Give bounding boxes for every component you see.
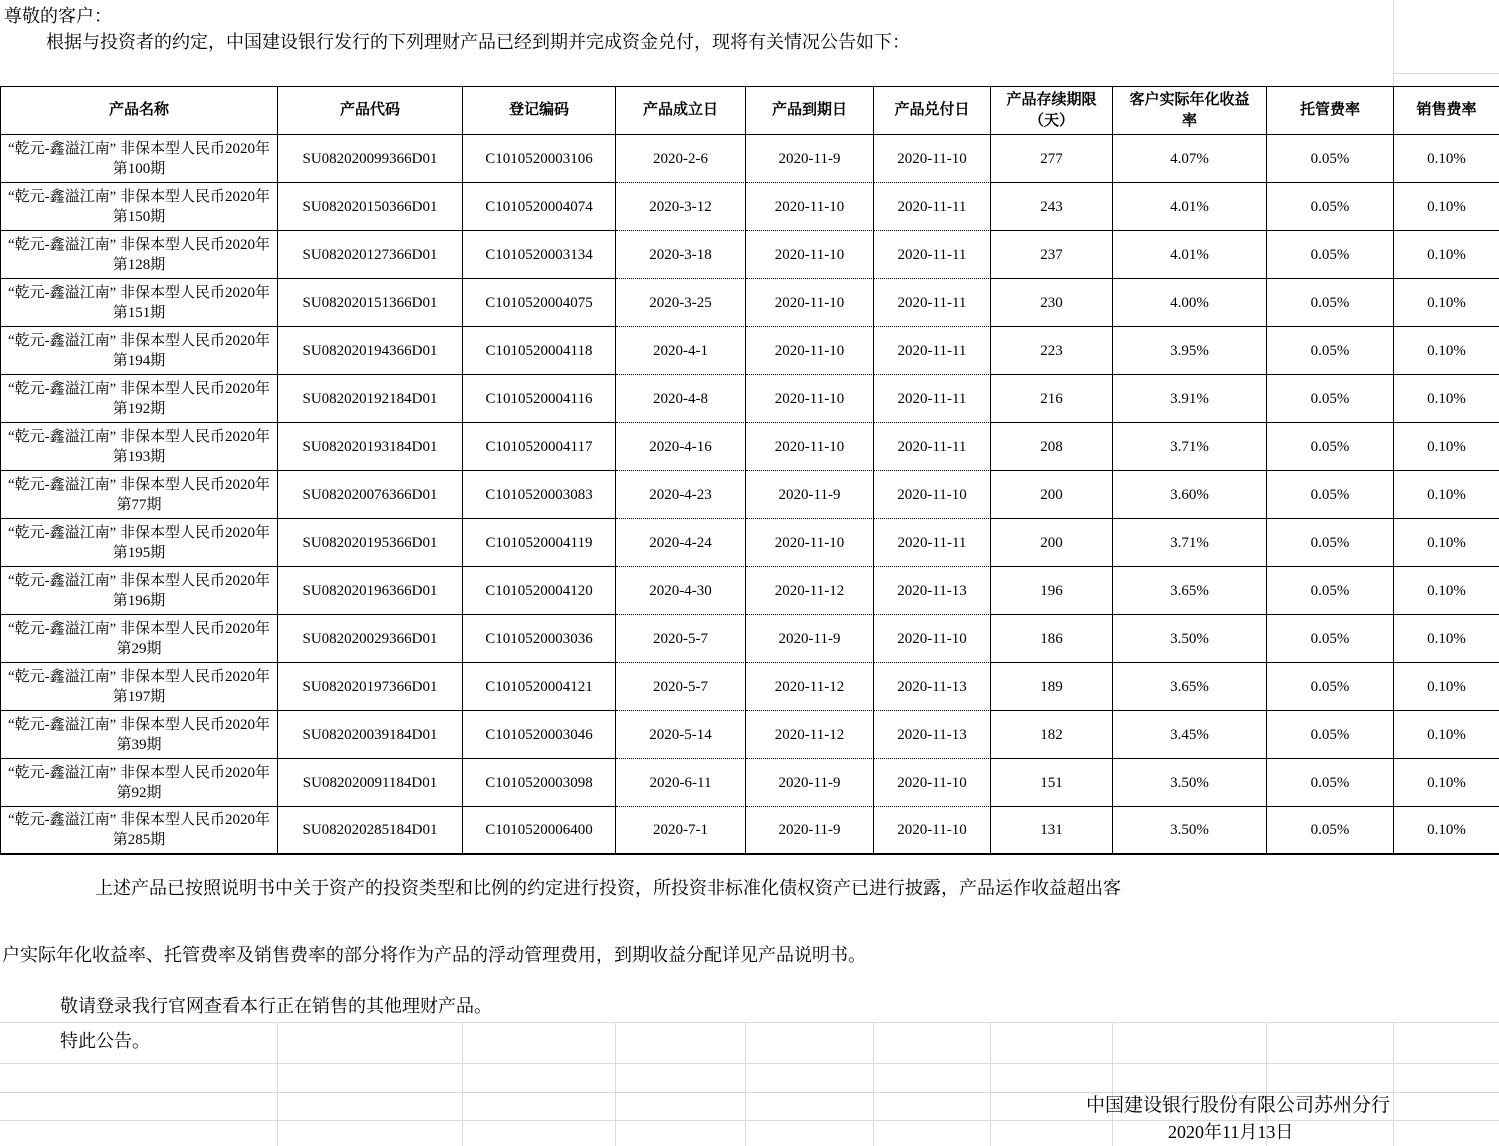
cell-product-code: SU082020127366D01: [278, 231, 463, 279]
cell-payment-date: 2020-11-11: [874, 183, 991, 231]
cell-custody-fee: 0.05%: [1267, 327, 1394, 375]
cell-sales-fee: 0.10%: [1394, 807, 1499, 855]
gridline: [0, 1063, 1499, 1064]
cell-maturity-date: 2020-11-10: [746, 423, 874, 471]
gridline: [0, 1022, 1499, 1023]
table-row: [1, 519, 1499, 567]
col-header-product-code: 产品代码: [278, 87, 463, 135]
cell-registration-code: C1010520004116: [463, 375, 616, 423]
cell-duration-days: 223: [991, 327, 1113, 375]
cell-product-name: “乾元-鑫溢江南” 非保本型人民币2020年第196期: [1, 567, 278, 615]
col-header-custody-fee: 托管费率: [1267, 87, 1394, 135]
cell-maturity-date: 2020-11-9: [746, 759, 874, 807]
note-paragraph-4: 特此公告。: [60, 1031, 150, 1051]
cell-product-name: “乾元-鑫溢江南” 非保本型人民币2020年第92期: [1, 759, 278, 807]
cell-registration-code: C1010520003083: [463, 471, 616, 519]
cell-custody-fee: 0.05%: [1267, 135, 1394, 183]
table-row: [1, 279, 1499, 327]
col-header-maturity-date: 产品到期日: [746, 87, 874, 135]
cell-annualized-return: 4.07%: [1113, 135, 1267, 183]
cell-payment-date: 2020-11-13: [874, 567, 991, 615]
table-row: [1, 711, 1499, 759]
cell-registration-code: C1010520004120: [463, 567, 616, 615]
intro-text: 根据与投资者的约定，中国建设银行发行的下列理财产品已经到期并完成资金兑付，现将有关情况公告如下：: [46, 32, 910, 52]
cell-maturity-date: 2020-11-10: [746, 279, 874, 327]
cell-product-name: “乾元-鑫溢江南” 非保本型人民币2020年第29期: [1, 615, 278, 663]
cell-start-date: 2020-3-12: [616, 183, 746, 231]
cell-start-date: 2020-2-6: [616, 135, 746, 183]
cell-sales-fee: 0.10%: [1394, 759, 1499, 807]
gridline: [615, 1022, 616, 1146]
col-header-annualized-return: 客户实际年化收益率: [1113, 87, 1267, 135]
table-row: [1, 663, 1499, 711]
cell-payment-date: 2020-11-11: [874, 423, 991, 471]
cell-product-name: “乾元-鑫溢江南” 非保本型人民币2020年第195期: [1, 519, 278, 567]
cell-product-code: SU082020197366D01: [278, 663, 463, 711]
cell-payment-date: 2020-11-11: [874, 375, 991, 423]
cell-product-code: SU082020151366D01: [278, 279, 463, 327]
cell-annualized-return: 4.00%: [1113, 279, 1267, 327]
cell-registration-code: C1010520003036: [463, 615, 616, 663]
cell-product-name: “乾元-鑫溢江南” 非保本型人民币2020年第128期: [1, 231, 278, 279]
table-row: [1, 327, 1499, 375]
table-row: [1, 375, 1499, 423]
gridline: [1393, 1022, 1394, 1146]
cell-duration-days: 277: [991, 135, 1113, 183]
cell-annualized-return: 3.65%: [1113, 663, 1267, 711]
cell-annualized-return: 3.65%: [1113, 567, 1267, 615]
cell-payment-date: 2020-11-10: [874, 471, 991, 519]
gridline: [1393, 73, 1499, 74]
cell-product-code: SU082020091184D01: [278, 759, 463, 807]
cell-custody-fee: 0.05%: [1267, 423, 1394, 471]
cell-registration-code: C1010520003046: [463, 711, 616, 759]
cell-registration-code: C1010520004118: [463, 327, 616, 375]
col-header-start-date: 产品成立日: [616, 87, 746, 135]
cell-start-date: 2020-4-24: [616, 519, 746, 567]
cell-registration-code: C1010520004075: [463, 279, 616, 327]
cell-custody-fee: 0.05%: [1267, 375, 1394, 423]
cell-registration-code: C1010520004117: [463, 423, 616, 471]
cell-product-code: SU082020076366D01: [278, 471, 463, 519]
cell-custody-fee: 0.05%: [1267, 663, 1394, 711]
cell-product-name: “乾元-鑫溢江南” 非保本型人民币2020年第192期: [1, 375, 278, 423]
cell-duration-days: 208: [991, 423, 1113, 471]
cell-custody-fee: 0.05%: [1267, 471, 1394, 519]
cell-product-code: SU082020099366D01: [278, 135, 463, 183]
cell-duration-days: 230: [991, 279, 1113, 327]
cell-product-code: SU082020150366D01: [278, 183, 463, 231]
cell-maturity-date: 2020-11-10: [746, 231, 874, 279]
cell-product-code: SU082020285184D01: [278, 807, 463, 855]
cell-sales-fee: 0.10%: [1394, 615, 1499, 663]
cell-start-date: 2020-5-7: [616, 663, 746, 711]
cell-annualized-return: 3.91%: [1113, 375, 1267, 423]
cell-annualized-return: 3.95%: [1113, 327, 1267, 375]
cell-duration-days: 182: [991, 711, 1113, 759]
cell-annualized-return: 4.01%: [1113, 183, 1267, 231]
cell-custody-fee: 0.05%: [1267, 279, 1394, 327]
cell-custody-fee: 0.05%: [1267, 183, 1394, 231]
cell-annualized-return: 3.50%: [1113, 615, 1267, 663]
gridline: [462, 1022, 463, 1146]
cell-start-date: 2020-3-18: [616, 231, 746, 279]
cell-registration-code: C1010520004121: [463, 663, 616, 711]
cell-custody-fee: 0.05%: [1267, 807, 1394, 855]
cell-duration-days: 200: [991, 471, 1113, 519]
gridline: [277, 1022, 278, 1146]
cell-maturity-date: 2020-11-9: [746, 807, 874, 855]
cell-registration-code: C1010520004074: [463, 183, 616, 231]
cell-maturity-date: 2020-11-9: [746, 135, 874, 183]
cell-registration-code: C1010520003098: [463, 759, 616, 807]
cell-sales-fee: 0.10%: [1394, 231, 1499, 279]
cell-custody-fee: 0.05%: [1267, 519, 1394, 567]
cell-payment-date: 2020-11-10: [874, 759, 991, 807]
cell-start-date: 2020-6-11: [616, 759, 746, 807]
table-row: [1, 135, 1499, 183]
cell-annualized-return: 3.45%: [1113, 711, 1267, 759]
cell-duration-days: 243: [991, 183, 1113, 231]
table-row: [1, 807, 1499, 855]
cell-duration-days: 200: [991, 519, 1113, 567]
cell-sales-fee: 0.10%: [1394, 519, 1499, 567]
cell-product-name: “乾元-鑫溢江南” 非保本型人民币2020年第193期: [1, 423, 278, 471]
cell-maturity-date: 2020-11-9: [746, 471, 874, 519]
cell-annualized-return: 3.71%: [1113, 519, 1267, 567]
cell-product-name: “乾元-鑫溢江南” 非保本型人民币2020年第285期: [1, 807, 278, 855]
col-header-registration-code: 登记编码: [463, 87, 616, 135]
cell-start-date: 2020-7-1: [616, 807, 746, 855]
cell-maturity-date: 2020-11-10: [746, 375, 874, 423]
table-row: [1, 567, 1499, 615]
cell-start-date: 2020-4-23: [616, 471, 746, 519]
note-paragraph-2: 户实际年化收益率、托管费率及销售费率的部分将作为产品的浮动管理费用，到期收益分配详见产品说明书。: [2, 945, 866, 965]
cell-payment-date: 2020-11-11: [874, 327, 991, 375]
cell-payment-date: 2020-11-11: [874, 231, 991, 279]
cell-product-code: SU082020196366D01: [278, 567, 463, 615]
note-paragraph-3: 敬请登录我行官网查看本行正在销售的其他理财产品。: [60, 996, 492, 1016]
cell-start-date: 2020-4-1: [616, 327, 746, 375]
col-header-product-name: 产品名称: [1, 87, 278, 135]
table-row: [1, 615, 1499, 663]
table-header-row: [1, 87, 1499, 135]
cell-annualized-return: 3.60%: [1113, 471, 1267, 519]
table-row: [1, 231, 1499, 279]
cell-registration-code: C1010520003134: [463, 231, 616, 279]
cell-payment-date: 2020-11-10: [874, 615, 991, 663]
cell-product-name: “乾元-鑫溢江南” 非保本型人民币2020年第151期: [1, 279, 278, 327]
cell-registration-code: C1010520003106: [463, 135, 616, 183]
cell-product-code: SU082020194366D01: [278, 327, 463, 375]
cell-start-date: 2020-3-25: [616, 279, 746, 327]
table-row: [1, 471, 1499, 519]
cell-custody-fee: 0.05%: [1267, 231, 1394, 279]
cell-maturity-date: 2020-11-10: [746, 519, 874, 567]
cell-annualized-return: 3.50%: [1113, 759, 1267, 807]
cell-payment-date: 2020-11-10: [874, 135, 991, 183]
note-paragraph-1: 上述产品已按照说明书中关于资产的投资类型和比例的约定进行投资，所投资非标准化债权资产已进行披露，产品运作收益超出客: [95, 878, 1121, 898]
cell-start-date: 2020-5-7: [616, 615, 746, 663]
cell-product-code: SU082020193184D01: [278, 423, 463, 471]
cell-sales-fee: 0.10%: [1394, 327, 1499, 375]
cell-product-code: SU082020029366D01: [278, 615, 463, 663]
cell-duration-days: 189: [991, 663, 1113, 711]
cell-duration-days: 196: [991, 567, 1113, 615]
cell-custody-fee: 0.05%: [1267, 759, 1394, 807]
cell-sales-fee: 0.10%: [1394, 567, 1499, 615]
cell-maturity-date: 2020-11-10: [746, 327, 874, 375]
cell-custody-fee: 0.05%: [1267, 711, 1394, 759]
cell-sales-fee: 0.10%: [1394, 423, 1499, 471]
gridline: [1112, 1022, 1113, 1146]
col-header-duration-days: 产品存续期限（天）: [991, 87, 1113, 135]
cell-payment-date: 2020-11-11: [874, 279, 991, 327]
cell-payment-date: 2020-11-13: [874, 711, 991, 759]
table-row: [1, 423, 1499, 471]
greeting-text: 尊敬的客户：: [4, 6, 112, 26]
cell-sales-fee: 0.10%: [1394, 279, 1499, 327]
cell-annualized-return: 3.50%: [1113, 807, 1267, 855]
products-table: [0, 86, 1499, 855]
cell-product-name: “乾元-鑫溢江南” 非保本型人民币2020年第197期: [1, 663, 278, 711]
cell-sales-fee: 0.10%: [1394, 471, 1499, 519]
cell-duration-days: 237: [991, 231, 1113, 279]
announcement-date: 2020年11月13日: [1168, 1122, 1294, 1142]
cell-payment-date: 2020-11-10: [874, 807, 991, 855]
cell-duration-days: 151: [991, 759, 1113, 807]
cell-maturity-date: 2020-11-12: [746, 663, 874, 711]
cell-product-name: “乾元-鑫溢江南” 非保本型人民币2020年第39期: [1, 711, 278, 759]
cell-product-code: SU082020192184D01: [278, 375, 463, 423]
cell-duration-days: 131: [991, 807, 1113, 855]
cell-sales-fee: 0.10%: [1394, 183, 1499, 231]
cell-annualized-return: 4.01%: [1113, 231, 1267, 279]
cell-product-name: “乾元-鑫溢江南” 非保本型人民币2020年第194期: [1, 327, 278, 375]
cell-maturity-date: 2020-11-12: [746, 567, 874, 615]
cell-product-name: “乾元-鑫溢江南” 非保本型人民币2020年第77期: [1, 471, 278, 519]
gridline: [745, 1022, 746, 1146]
cell-registration-code: C1010520006400: [463, 807, 616, 855]
gridline: [1393, 0, 1394, 86]
cell-start-date: 2020-4-8: [616, 375, 746, 423]
cell-start-date: 2020-4-16: [616, 423, 746, 471]
cell-payment-date: 2020-11-13: [874, 663, 991, 711]
cell-custody-fee: 0.05%: [1267, 567, 1394, 615]
cell-sales-fee: 0.10%: [1394, 375, 1499, 423]
cell-sales-fee: 0.10%: [1394, 711, 1499, 759]
gridline: [0, 1092, 1499, 1093]
issuer-signature: 中国建设银行股份有限公司苏州分行: [1085, 1095, 1390, 1116]
cell-registration-code: C1010520004119: [463, 519, 616, 567]
gridline: [873, 1022, 874, 1146]
table-row: [1, 759, 1499, 807]
cell-maturity-date: 2020-11-10: [746, 183, 874, 231]
cell-sales-fee: 0.10%: [1394, 135, 1499, 183]
cell-duration-days: 186: [991, 615, 1113, 663]
cell-product-code: SU082020195366D01: [278, 519, 463, 567]
cell-duration-days: 216: [991, 375, 1113, 423]
cell-custody-fee: 0.05%: [1267, 615, 1394, 663]
cell-product-name: “乾元-鑫溢江南” 非保本型人民币2020年第150期: [1, 183, 278, 231]
col-header-payment-date: 产品兑付日: [874, 87, 991, 135]
cell-sales-fee: 0.10%: [1394, 663, 1499, 711]
cell-maturity-date: 2020-11-9: [746, 615, 874, 663]
table-row: [1, 183, 1499, 231]
cell-maturity-date: 2020-11-12: [746, 711, 874, 759]
cell-payment-date: 2020-11-11: [874, 519, 991, 567]
cell-product-code: SU082020039184D01: [278, 711, 463, 759]
gridline: [990, 1022, 991, 1146]
cell-annualized-return: 3.71%: [1113, 423, 1267, 471]
cell-start-date: 2020-5-14: [616, 711, 746, 759]
cell-start-date: 2020-4-30: [616, 567, 746, 615]
col-header-sales-fee: 销售费率: [1394, 87, 1499, 135]
cell-product-name: “乾元-鑫溢江南” 非保本型人民币2020年第100期: [1, 135, 278, 183]
